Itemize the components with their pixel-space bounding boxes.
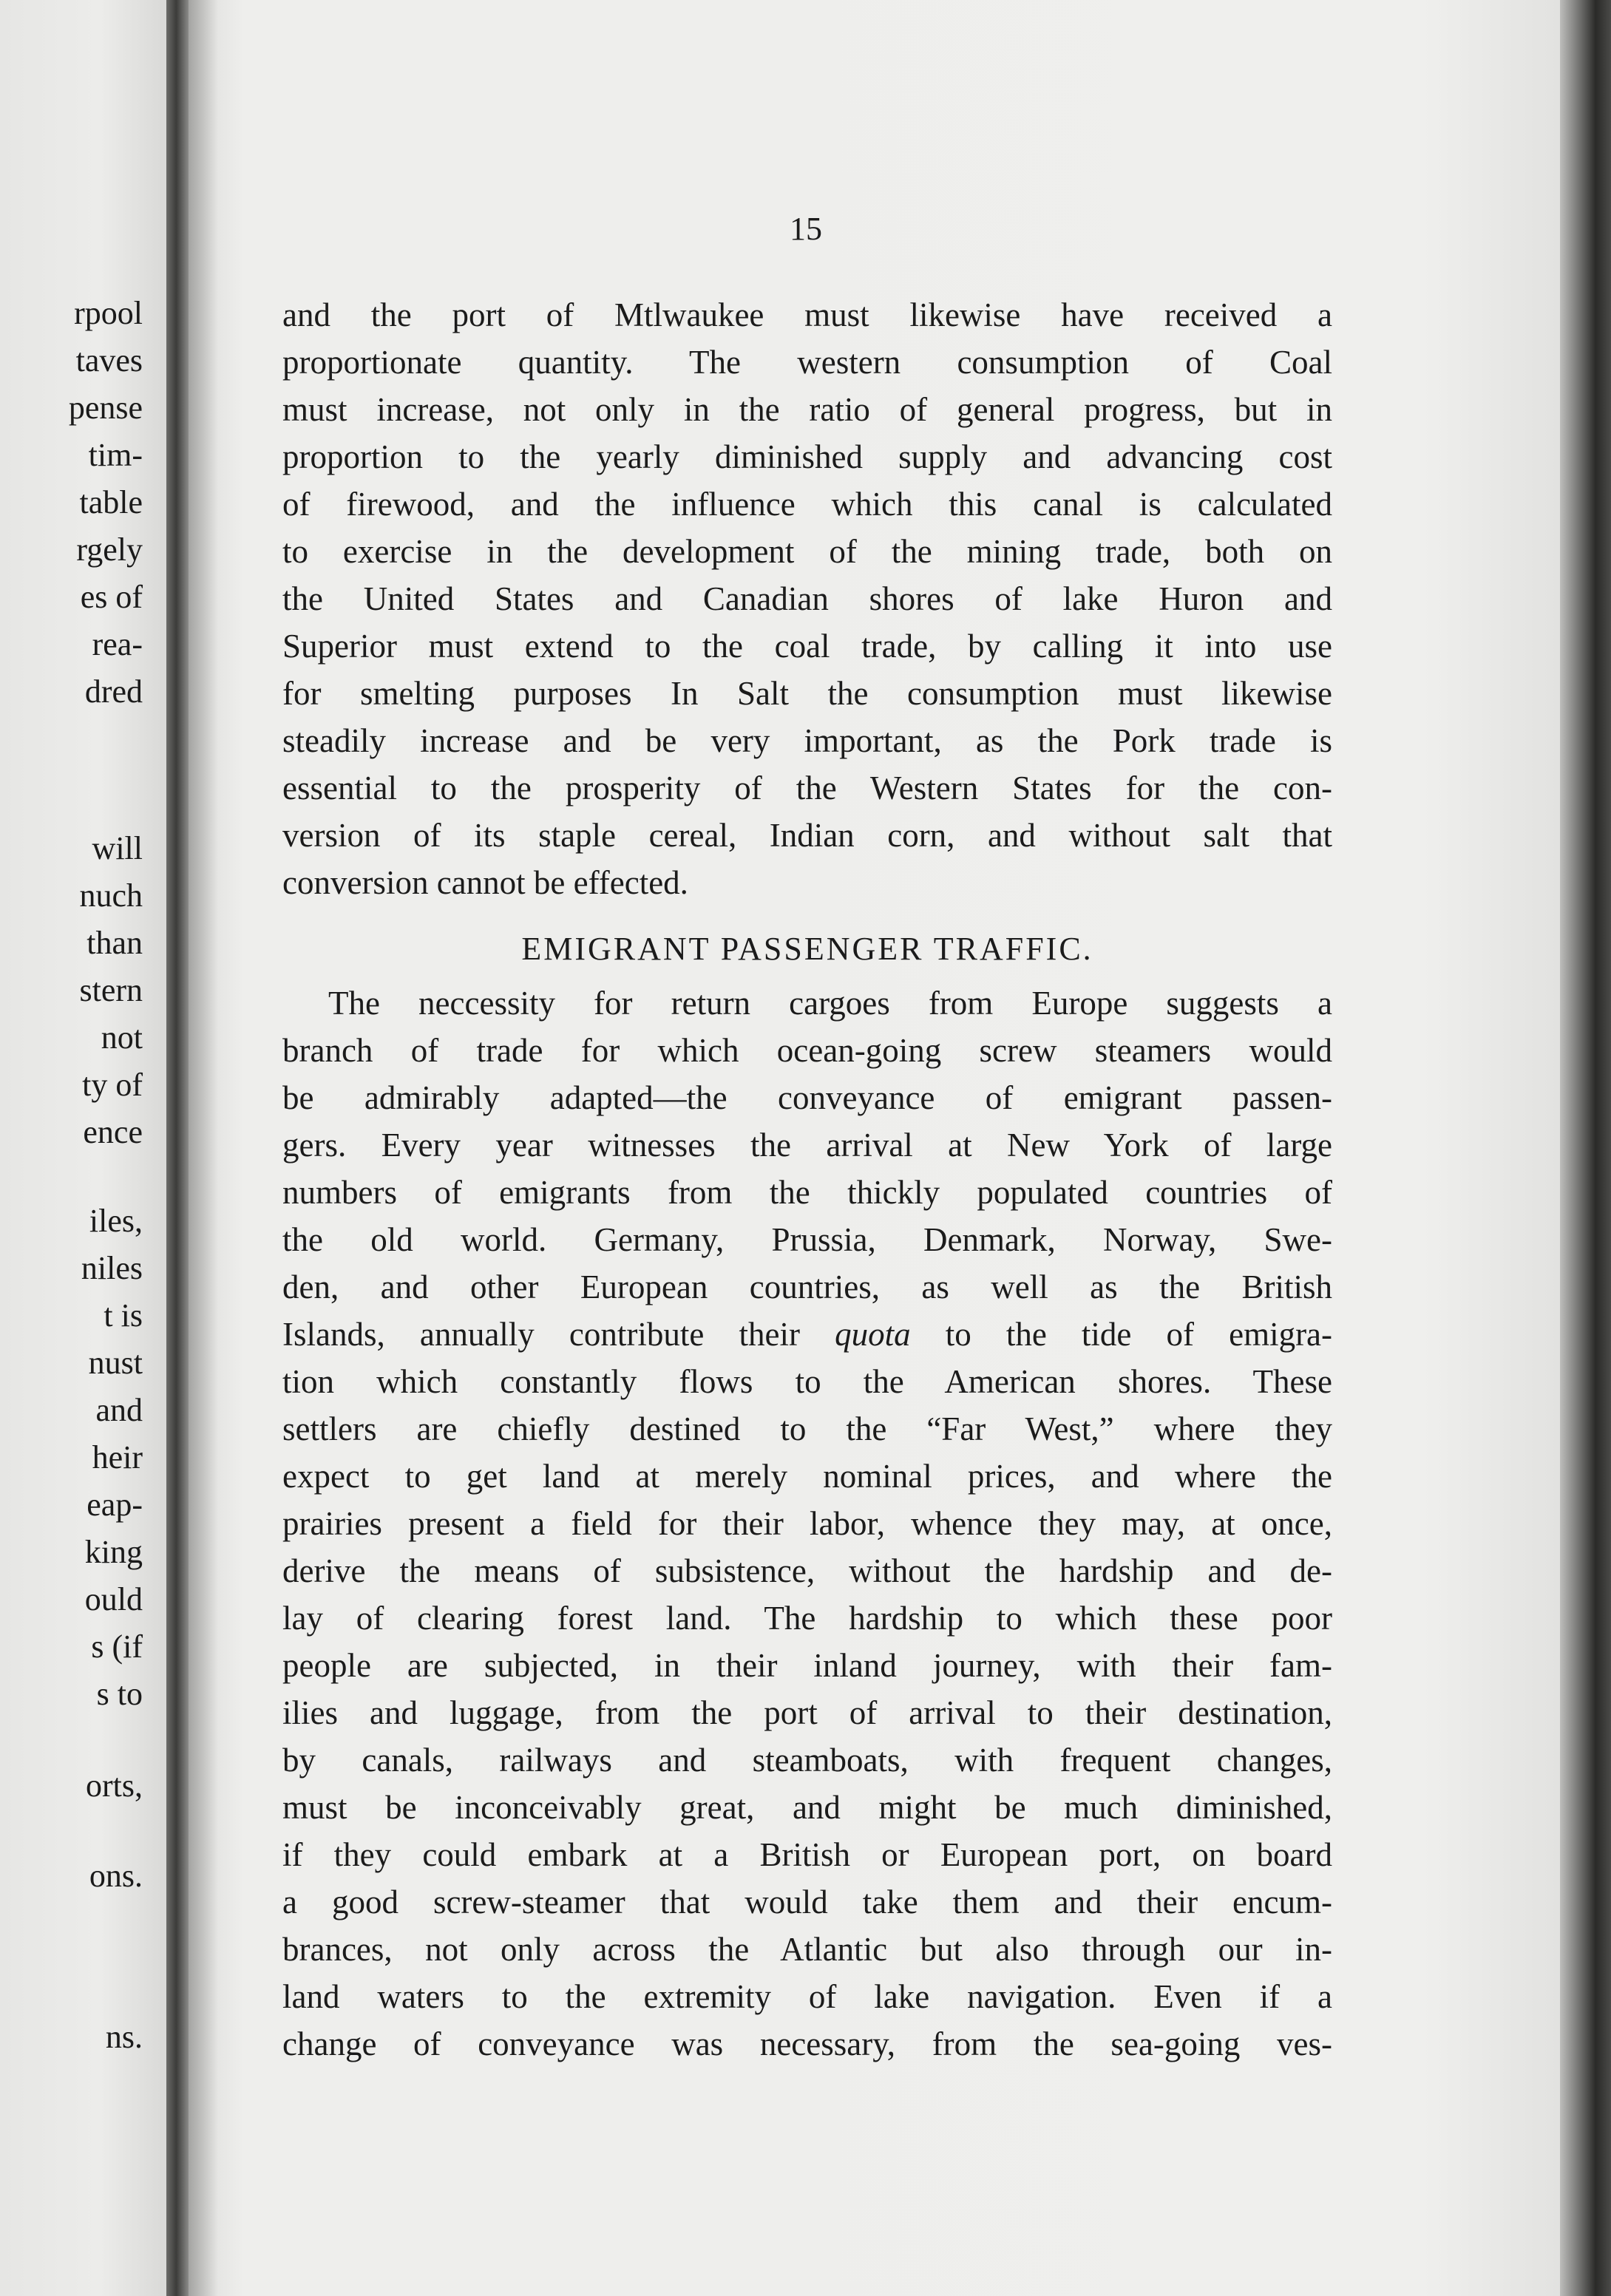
- text-line: if they could embark at a British or European port, on board: [282, 1836, 1332, 1873]
- text-line: ilies and luggage, from the port of arrival to their destination,: [282, 1694, 1332, 1731]
- margin-fragment: not: [101, 1019, 143, 1056]
- margin-fragment: nuch: [79, 877, 143, 914]
- text-line: for smelting purposes In Salt the consumption must likewise: [282, 675, 1332, 712]
- margin-fragment: stern: [79, 972, 143, 1008]
- text-line: the United States and Canadian shores of lake Huron and: [282, 580, 1332, 617]
- margin-fragment: eap-: [87, 1487, 143, 1523]
- text-span: to the tide of emigra-: [945, 1316, 1333, 1353]
- margin-fragment: orts,: [86, 1767, 143, 1804]
- margin-fragment: s (if: [91, 1628, 143, 1665]
- text-line: numbers of emigrants from the thickly populated countries of: [282, 1174, 1332, 1211]
- margin-fragment: will: [92, 830, 143, 866]
- margin-fragment: pense: [68, 390, 143, 426]
- text-line: expect to get land at merely nominal prices, and where the: [282, 1458, 1332, 1495]
- margin-fragment: ons.: [89, 1858, 143, 1894]
- margin-fragment: t is: [104, 1297, 143, 1334]
- text-line: Superior must extend to the coal trade, by calling it into use: [282, 628, 1332, 665]
- margin-fragment: rea-: [92, 626, 143, 662]
- text-line: gers. Every year witnesses the arrival at New York of large: [282, 1127, 1332, 1164]
- right-page-edge: [1560, 0, 1611, 2296]
- text-line: must be inconceivably great, and might be much diminished,: [282, 1789, 1332, 1826]
- text-line: essential to the prosperity of the Western States for the con-: [282, 770, 1332, 806]
- text-line: den, and other European countries, as well as the British: [282, 1268, 1332, 1305]
- text-line-with-quota: [282, 1311, 1332, 1357]
- text-line: people are subjected, in their inland journey, with their fam-: [282, 1647, 1332, 1684]
- margin-fragment: nust: [88, 1345, 143, 1381]
- text-line: the old world. Germany, Prussia, Denmark, Norway, Swe-: [282, 1221, 1332, 1258]
- section-heading: EMIGRANT PASSENGER TRAFFIC.: [521, 931, 1093, 967]
- margin-fragment: es of: [80, 579, 143, 615]
- text-line: version of its staple cereal, Indian corn, and without salt that: [282, 817, 1332, 854]
- text-line: prairies present a field for their labor, whence they may, at once,: [282, 1505, 1332, 1542]
- text-line: be admirably adapted—the conveyance of emigrant passen-: [282, 1079, 1332, 1116]
- text-line: and the port of Mtlwaukee must likewise have received a: [282, 296, 1332, 333]
- margin-fragment: and: [95, 1392, 143, 1428]
- text-line: of firewood, and the influence which this canal is calculated: [282, 486, 1332, 523]
- margin-fragment: ty of: [82, 1067, 143, 1103]
- text-line: tion which constantly flows to the American shores. These: [282, 1363, 1332, 1400]
- margin-fragment: heir: [92, 1439, 143, 1475]
- margin-fragment: ould: [84, 1581, 143, 1617]
- text-line: change of conveyance was necessary, from the sea-going ves-: [282, 2025, 1332, 2062]
- margin-fragment: king: [84, 1534, 143, 1570]
- text-line: must increase, not only in the ratio of general progress, but in: [282, 391, 1332, 428]
- margin-fragment: iles,: [89, 1203, 143, 1239]
- margin-fragment: dred: [84, 673, 143, 710]
- margin-fragment: tim-: [88, 437, 143, 473]
- margin-fragment: taves: [75, 342, 143, 378]
- margin-fragment: rpool: [74, 295, 143, 331]
- book-gutter: [166, 0, 189, 2296]
- margin-fragment: rgely: [76, 531, 143, 568]
- left-page-text-fragments: [0, 0, 166, 2296]
- margin-fragment: s to: [96, 1676, 143, 1712]
- text-line: derive the means of subsistence, without the hardship and de-: [282, 1552, 1332, 1589]
- text-line: lay of clearing forest land. The hardship to which these poor: [282, 1600, 1332, 1637]
- text-line: settlers are chiefly destined to the “Far West,” where they: [282, 1410, 1332, 1447]
- text-span: Islands, annually contribute their: [282, 1316, 800, 1353]
- text-line: to exercise in the development of the mining trade, both on: [282, 533, 1332, 570]
- margin-fragment: niles: [81, 1250, 143, 1286]
- text-line: land waters to the extremity of lake navigation. Even if a: [282, 1978, 1332, 2015]
- gutter-shadow: [189, 0, 218, 2296]
- text-line: brances, not only across the Atlantic but also through our in-: [282, 1931, 1332, 1968]
- text-line: by canals, railways and steamboats, with frequent changes,: [282, 1742, 1332, 1779]
- text-line: steadily increase and be very important, as the Pork trade is: [282, 722, 1332, 759]
- page-number: 15: [790, 211, 822, 247]
- margin-fragment: ence: [83, 1114, 143, 1150]
- text-line: The neccessity for return cargoes from Europe suggests a: [328, 985, 1332, 1022]
- text-line: branch of trade for which ocean-going screw steamers would: [282, 1032, 1332, 1069]
- margin-fragment: table: [79, 484, 143, 520]
- margin-fragment: ns.: [105, 2019, 143, 2055]
- text-line: proportion to the yearly diminished supply and advancing cost: [282, 438, 1332, 475]
- text-line: a good screw-steamer that would take them and their encum-: [282, 1884, 1332, 1920]
- italic-quota: quota: [835, 1316, 911, 1353]
- text-line: proportionate quantity. The western consumption of Coal: [282, 344, 1332, 381]
- text-line: conversion cannot be effected.: [282, 864, 688, 901]
- margin-fragment: than: [87, 925, 143, 961]
